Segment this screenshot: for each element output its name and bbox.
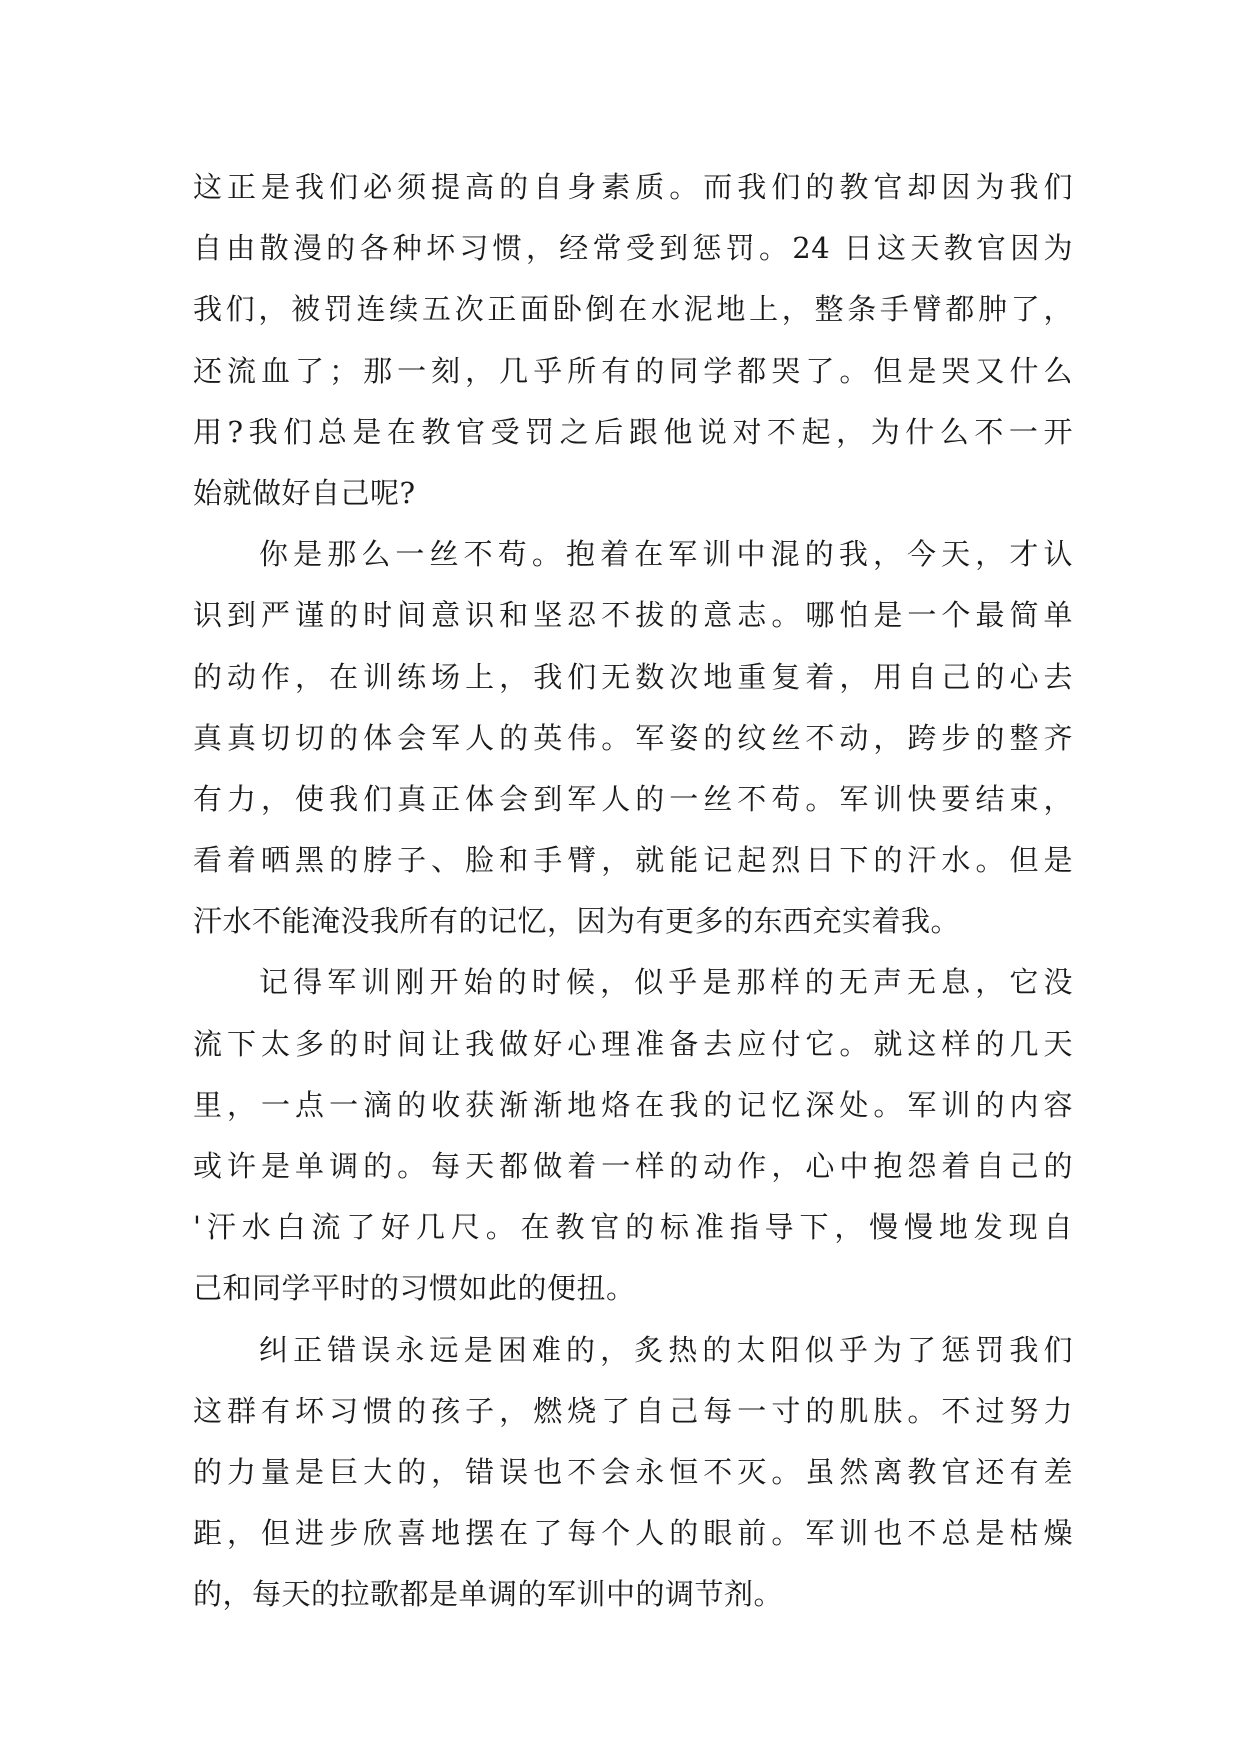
text-line: 己和同学平时的习惯如此的便扭。 <box>193 1271 636 1306</box>
text-line: 流下太多的时间让我做好心理准备去应付它。就这样的几天 <box>193 1026 1073 1061</box>
text-line: 里，一点一滴的收获渐渐地烙在我的记忆深处。军训的内容 <box>193 1087 1073 1122</box>
text-line: 的，每天的拉歌都是单调的军训中的调节剂。 <box>193 1577 784 1612</box>
text-line: 距，但进步欣喜地摆在了每个人的眼前。军训也不总是枯燥 <box>193 1516 1073 1551</box>
text-line: 识到严谨的时间意识和坚忍不拔的意志。哪怕是一个最简单 <box>193 598 1073 633</box>
text-line: 自由散漫的各种坏习惯，经常受到惩罚。24 日这天教官因为 <box>193 231 1073 266</box>
text-line: 记得军训刚开始的时候，似乎是那样的无声无息，它没 <box>259 965 1073 1000</box>
text-line: '汗水白流了好几尺。在教官的标准指导下，慢慢地发现自 <box>193 1210 1073 1245</box>
text-line: 汗水不能淹没我所有的记忆，因为有更多的东西充实着我。 <box>193 904 961 939</box>
text-line: 我们，被罚连续五次正面卧倒在水泥地上，整条手臂都肿了， <box>193 292 1073 327</box>
text-line: 这群有坏习惯的孩子，燃烧了自己每一寸的肌肤。不过努力 <box>193 1393 1073 1428</box>
text-line: 有力，使我们真正体会到军人的一丝不苟。军训快要结束， <box>193 781 1073 816</box>
text-line: 这正是我们必须提高的自身素质。而我们的教官却因为我们 <box>193 170 1073 204</box>
text-line: 你是那么一丝不苟。抱着在军训中混的我，今天，才认 <box>259 537 1073 572</box>
text-line: 的动作，在训练场上，我们无数次地重复着，用自己的心去 <box>193 659 1073 694</box>
text-line: 始就做好自己呢? <box>193 475 416 510</box>
text-line: 纠正错误永远是困难的，炙热的太阳似乎为了惩罚我们 <box>259 1332 1073 1367</box>
text-line: 用?我们总是在教官受罚之后跟他说对不起，为什么不一开 <box>193 414 1073 449</box>
text-line: 的力量是巨大的，错误也不会永恒不灭。虽然离教官还有差 <box>193 1454 1073 1489</box>
body-text <box>193 157 1073 1626</box>
text-line: 看着晒黑的脖子、脸和手臂，就能记起烈日下的汗水。但是 <box>193 843 1073 878</box>
text-line: 还流血了；那一刻，几乎所有的同学都哭了。但是哭又什么 <box>193 353 1073 388</box>
text-line: 真真切切的体会军人的英伟。军姿的纹丝不动，跨步的整齐 <box>193 720 1073 755</box>
text-line: 或许是单调的。每天都做着一样的动作，心中抱怨着自己的 <box>193 1149 1073 1183</box>
